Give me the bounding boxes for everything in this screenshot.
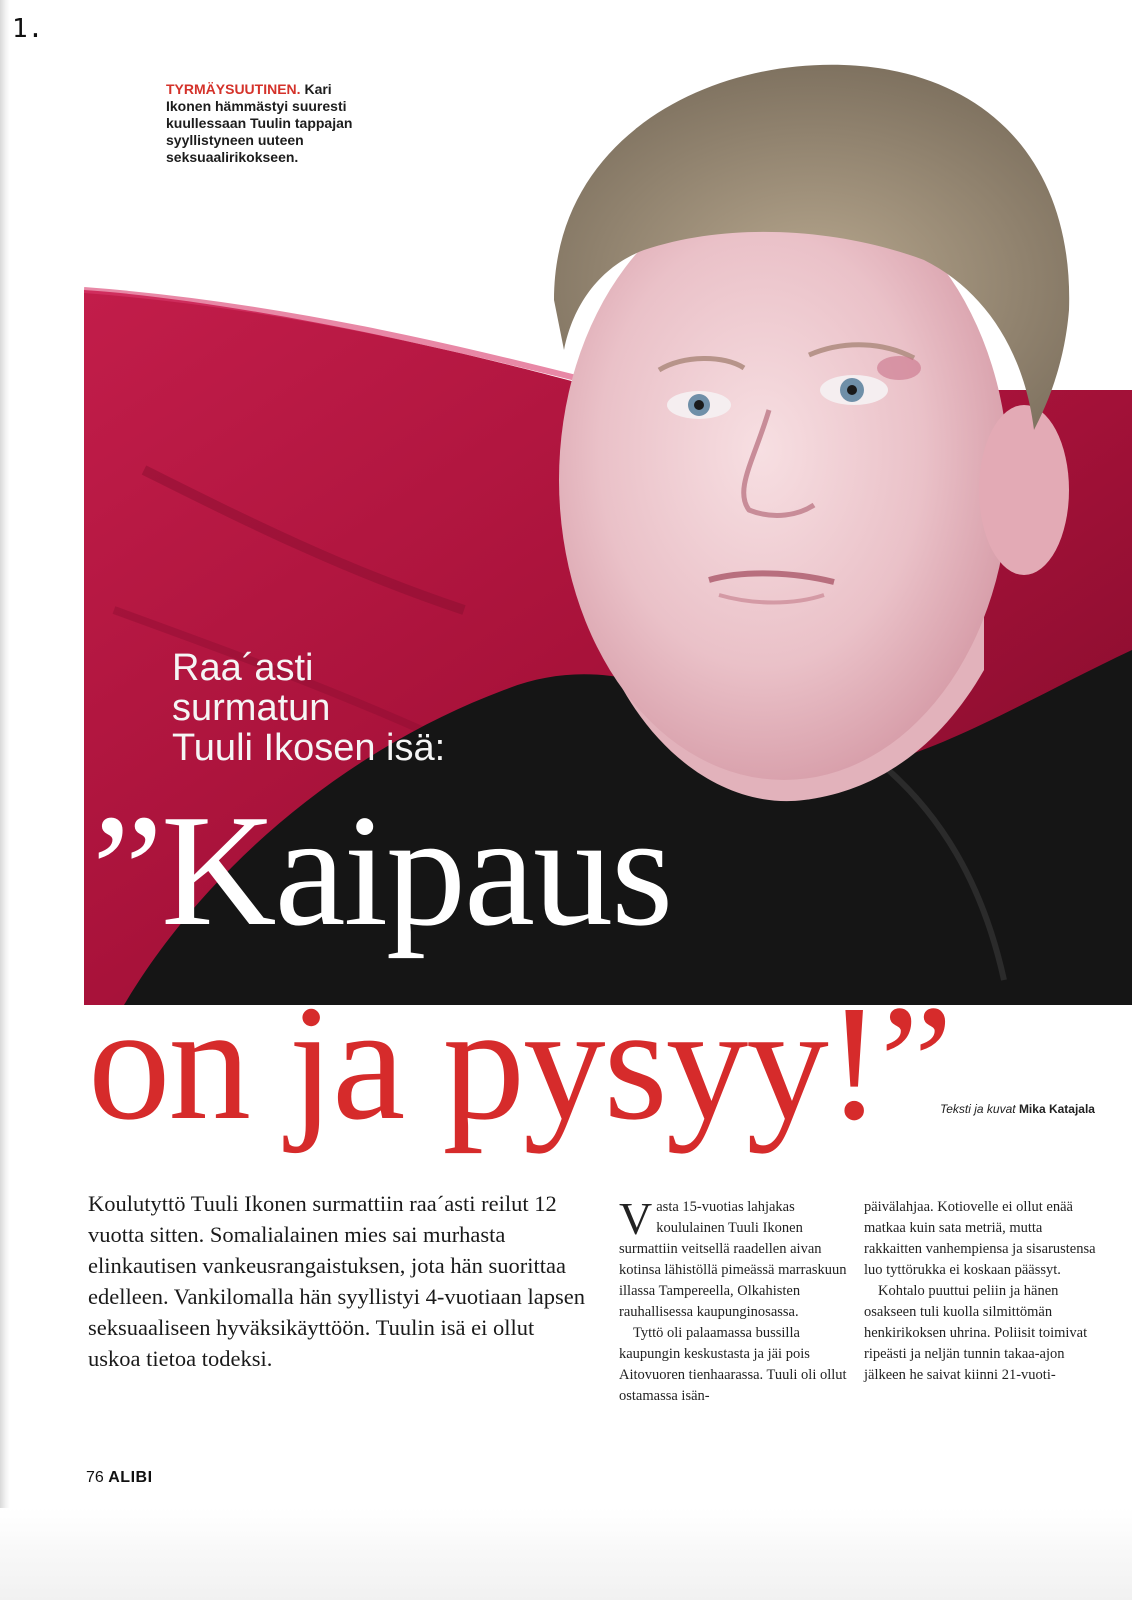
- body-paragraph: [619, 1193, 852, 1323]
- byline: [940, 1102, 1095, 1116]
- folio: [86, 1469, 153, 1487]
- kicker-line-2: surmatun: [172, 687, 331, 729]
- page-marker: 1.: [12, 14, 44, 44]
- byline-role: Teksti ja kuvat: [940, 1102, 1016, 1116]
- folio-number: 76: [86, 1469, 104, 1486]
- kicker: [172, 648, 445, 768]
- headline-white: ”Kaipaus: [92, 781, 672, 959]
- intro-paragraph: Koulutyttö Tuuli Ikonen surmattiin raa´asti reilut 12 vuotta sitten. Somalialainen mies sai murhasta elinkautisen vankeusrangaistuksen, jota hän suorittaa edelleen. Vankilomalla hän syyllistyi 4-vuotiaan lapsen seksuaaliseen hyväksikäyttöön. Tuulin isä ei ollut uskoa tietoa todeksi.: [88, 1191, 585, 1371]
- body-paragraph: Kohtalo puuttui peliin ja hänen osakseen tuli kuolla silmittömän henkirikoksen uhrina. Poliisit toimivat ripeästi ja neljän tunnin takaa-ajon jälkeen he saivat kiinni 21-vuoti-: [864, 1283, 1088, 1383]
- body-column-3: [864, 1197, 1097, 1386]
- magazine-logo: ALIBI: [108, 1469, 153, 1486]
- byline-name: Mika Katajala: [1018, 1102, 1095, 1116]
- caption-lead: TYRMÄYSUUTINEN.: [166, 81, 301, 97]
- drop-cap: V: [619, 1193, 653, 1244]
- caption-text: Kari Ikonen hämmästyi suuresti kuullessaan Tuulin tappajan syyllistyneen uuteen seksuaalirikokseen.: [166, 81, 353, 165]
- body-column-2: [619, 1193, 852, 1407]
- headline-red: on ja pysyy!”: [88, 971, 951, 1154]
- kicker-line-1: Raa´asti: [172, 647, 314, 689]
- body-paragraph: Tyttö oli palaamassa bussilla kaupungin keskustasta ja jäi pois Aitovuoren tienhaarassa. Tuuli oli ollut ostamassa isän-: [619, 1325, 847, 1404]
- page-bottom-margin: [0, 1508, 1132, 1600]
- face: [559, 180, 1009, 780]
- body-paragraph: päivälahjaa. Kotiovelle ei ollut enää matkaa kuin sata metriä, mutta rakkaitten vanhempiensa ja sisarustensa luo tyttörukka ei koskaan päässyt.: [864, 1199, 1096, 1278]
- kicker-line-3: Tuuli Ikosen isä:: [172, 727, 446, 769]
- photo-caption: [166, 81, 376, 166]
- body-text: asta 15-vuotias lahjakas koululainen Tuuli Ikonen surmattiin veitsellä raadellen aivan kotinsa lähistöllä pimeässä marraskuun illassa Tampereella, Olkahisten rauhallisessa kaupunginosassa.: [619, 1199, 847, 1320]
- page-edge-shadow: [0, 0, 10, 1600]
